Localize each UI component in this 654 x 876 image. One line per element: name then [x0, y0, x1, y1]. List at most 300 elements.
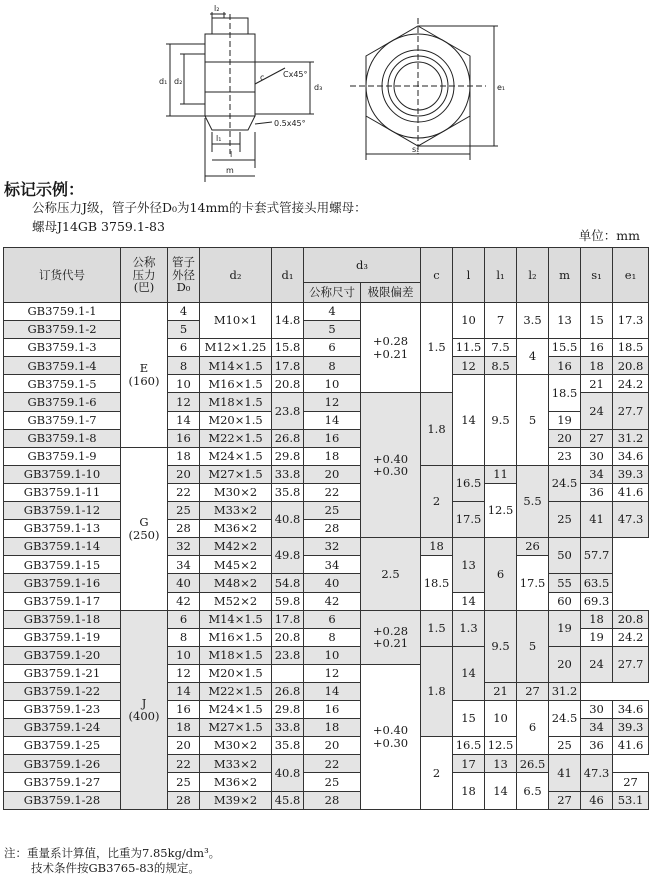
s1-value: 19 — [581, 628, 613, 646]
d1-value: 40.8 — [272, 502, 304, 538]
table-row — [4, 701, 649, 719]
note-technical-conditions: 技术条件按GB3765-83的规定。 — [31, 861, 200, 875]
d3-nominal: 28 — [304, 520, 361, 538]
l1-value: 14 — [453, 592, 485, 610]
d3-nominal: 4 — [304, 303, 361, 321]
e1-value: 34.6 — [613, 447, 649, 465]
label-l: l — [230, 150, 233, 159]
d3-nominal: 14 — [304, 682, 361, 700]
order-code: GB3759.1-10 — [4, 465, 121, 483]
e1-value: 47.3 — [581, 755, 613, 791]
e1-value: 41.6 — [613, 737, 649, 755]
pressure-class-J: J (400) — [121, 610, 168, 809]
d3-nominal: 34 — [304, 556, 361, 574]
m-value: 19 — [549, 411, 581, 429]
order-code: GB3759.1-2 — [4, 321, 121, 339]
d1-value: 59.8 — [272, 592, 304, 610]
order-code: GB3759.1-21 — [4, 664, 121, 682]
m-value: 16 — [549, 357, 581, 375]
m-value: 23 — [549, 447, 581, 465]
d3-nominal: 12 — [304, 664, 361, 682]
l2-value: 5.5 — [517, 465, 549, 537]
c-value: 2 — [421, 737, 453, 809]
order-code: GB3759.1-13 — [4, 520, 121, 538]
label-s1: s₁ — [412, 145, 420, 154]
label-chamfer-05: 0.5x45° — [274, 119, 306, 128]
d2-value: M30×2 — [200, 737, 272, 755]
l2-value: 3.5 — [517, 303, 549, 339]
e1-value: 39.3 — [613, 719, 649, 737]
d2-value: M33×2 — [200, 502, 272, 520]
s1-value: 16 — [581, 339, 613, 357]
d3-nominal: 20 — [304, 465, 361, 483]
d1-value: 54.8 — [272, 574, 304, 592]
table-row — [4, 755, 649, 773]
d3-nominal: 8 — [304, 357, 361, 375]
order-code: GB3759.1-16 — [4, 574, 121, 592]
e1-value: 41.6 — [613, 483, 649, 501]
d1-value: 20.8 — [272, 375, 304, 393]
c-value: 1.8 — [421, 646, 453, 736]
d3-nominal: 16 — [304, 701, 361, 719]
m-value: 15.5 — [549, 339, 581, 357]
d2-value: M36×2 — [200, 520, 272, 538]
pipe-od: 20 — [168, 465, 200, 483]
pipe-od: 14 — [168, 411, 200, 429]
d3-nominal: 18 — [304, 719, 361, 737]
table-row — [4, 646, 649, 664]
header-l2: l₂ — [517, 248, 549, 303]
pipe-od: 12 — [168, 393, 200, 411]
table-row — [4, 682, 649, 700]
e1-value: 57.7 — [581, 538, 613, 574]
header-d2: d₂ — [200, 248, 272, 303]
label-m: m — [226, 166, 234, 175]
d3-nominal: 10 — [304, 646, 361, 664]
d2-value: M36×2 — [200, 773, 272, 791]
l2-value: 4 — [517, 339, 549, 375]
label-e1: e₁ — [497, 83, 506, 92]
header-pressure: 公称 压力 (巴) — [121, 248, 168, 303]
d1-value: 40.8 — [272, 755, 304, 791]
d3-tolerance: +0.40 +0.30 — [361, 664, 421, 809]
l-value: 15 — [453, 701, 485, 737]
table-row — [4, 447, 649, 465]
m-value: 19 — [549, 610, 581, 646]
d1-value: 23.8 — [272, 646, 304, 664]
d1-value: 33.8 — [272, 719, 304, 737]
l1-value: 14 — [485, 773, 517, 809]
d3-nominal: 8 — [304, 628, 361, 646]
s1-value: 18 — [581, 357, 613, 375]
m-value: 20 — [549, 429, 581, 447]
order-code: GB3759.1-6 — [4, 393, 121, 411]
e1-value: 53.1 — [613, 791, 649, 809]
order-code: GB3759.1-17 — [4, 592, 121, 610]
pressure-class-G: G (250) — [121, 447, 168, 610]
pipe-od: 14 — [168, 682, 200, 700]
example-line-2: 螺母J14GB 3759.1-83 — [32, 219, 165, 234]
table-row — [4, 538, 649, 556]
e1-value: 27.7 — [613, 393, 649, 429]
d1-value: 45.8 — [272, 791, 304, 809]
pipe-od: 16 — [168, 429, 200, 447]
pipe-od: 22 — [168, 483, 200, 501]
e1-value: 17.3 — [613, 303, 649, 339]
order-code: GB3759.1-1 — [4, 303, 121, 321]
l1-value: 13 — [485, 755, 517, 773]
order-code: GB3759.1-9 — [4, 447, 121, 465]
s1-value: 34 — [581, 465, 613, 483]
order-code: GB3759.1-5 — [4, 375, 121, 393]
table-row — [4, 574, 649, 592]
order-code: GB3759.1-14 — [4, 538, 121, 556]
header-d3: d₃ — [304, 248, 421, 283]
s1-value: 15 — [581, 303, 613, 339]
l-value: 18 — [421, 538, 453, 556]
d1-value: 29.8 — [272, 701, 304, 719]
l-value: 18.5 — [421, 556, 453, 610]
order-code: GB3759.1-12 — [4, 502, 121, 520]
l1-value: 9.5 — [485, 375, 517, 465]
l-value: 18 — [453, 773, 485, 809]
order-code: GB3759.1-15 — [4, 556, 121, 574]
nut-technical-drawing — [150, 4, 510, 190]
pipe-od: 20 — [168, 737, 200, 755]
order-code: GB3759.1-26 — [4, 755, 121, 773]
d1-value: 33.8 — [272, 465, 304, 483]
d2-value: M48×2 — [200, 574, 272, 592]
l2-value: 6 — [517, 701, 549, 755]
s1-value: 50 — [549, 538, 581, 574]
m-value: 26 — [517, 538, 549, 556]
c-value: 1.8 — [421, 393, 453, 465]
s1-value: 36 — [581, 483, 613, 501]
table-row — [4, 592, 649, 610]
d3-nominal: 32 — [304, 538, 361, 556]
d3-nominal: 25 — [304, 773, 361, 791]
d1-value: 20.8 — [272, 628, 304, 646]
pipe-od: 32 — [168, 538, 200, 556]
pipe-od: 25 — [168, 773, 200, 791]
l-value: 17 — [453, 755, 485, 773]
table-row — [4, 375, 649, 393]
pipe-od: 18 — [168, 447, 200, 465]
footnotes — [4, 846, 220, 876]
l1-value: 12.5 — [485, 737, 517, 755]
d2-value: M14×1.5 — [200, 610, 272, 628]
order-code: GB3759.1-11 — [4, 483, 121, 501]
s1-value: 30 — [581, 701, 613, 719]
order-code: GB3759.1-7 — [4, 411, 121, 429]
s1-value: 60 — [549, 592, 581, 610]
l-value: 14 — [453, 646, 485, 700]
d2-value: M33×2 — [200, 755, 272, 773]
d2-value: M30×2 — [200, 483, 272, 501]
m-value: 18.5 — [549, 375, 581, 411]
table-row — [4, 357, 649, 375]
d2-value: M14×1.5 — [200, 357, 272, 375]
unit-label: 单位：mm — [578, 228, 640, 243]
table-row — [4, 339, 649, 357]
l2-value: 6.5 — [517, 773, 549, 809]
d2-value: M22×1.5 — [200, 429, 272, 447]
e1-value: 18.5 — [613, 339, 649, 357]
pipe-od: 28 — [168, 791, 200, 809]
order-code: GB3759.1-22 — [4, 682, 121, 700]
pipe-od: 10 — [168, 375, 200, 393]
s1-value: 24 — [581, 393, 613, 429]
l1-value: 7.5 — [485, 339, 517, 357]
pipe-od: 10 — [168, 646, 200, 664]
d3-nominal: 12 — [304, 393, 361, 411]
d1-value: 35.8 — [272, 483, 304, 501]
e1-value: 20.8 — [613, 610, 649, 628]
label-d2: d₂ — [174, 77, 183, 86]
pipe-od: 4 — [168, 303, 200, 321]
d2-value: M45×2 — [200, 556, 272, 574]
d2-value: M12×1.25 — [200, 339, 272, 357]
d3-nominal: 10 — [304, 375, 361, 393]
header-e1: e₁ — [613, 248, 649, 303]
pipe-od: 34 — [168, 556, 200, 574]
s1-value: 27 — [581, 429, 613, 447]
d2-value: M27×1.5 — [200, 719, 272, 737]
pipe-od: 28 — [168, 520, 200, 538]
l-value: 16.5 — [453, 465, 485, 501]
m-value: 21 — [485, 682, 517, 700]
s1-value: 30 — [581, 447, 613, 465]
header-d3-tolerance: 极限偏差 — [361, 283, 421, 303]
d2-value: M20×1.5 — [200, 664, 272, 682]
s1-value: 41 — [581, 502, 613, 538]
e1-value: 20.8 — [613, 357, 649, 375]
s1-value: 36 — [581, 737, 613, 755]
l2-value: 5 — [517, 375, 549, 465]
l1-value: 10 — [485, 701, 517, 737]
e1-value: 34.6 — [613, 701, 649, 719]
m-value: 27 — [549, 791, 581, 809]
d2-value: M16×1.5 — [200, 375, 272, 393]
order-code: GB3759.1-8 — [4, 429, 121, 447]
order-code: GB3759.1-27 — [4, 773, 121, 791]
e1-value: 39.3 — [613, 465, 649, 483]
pipe-od: 6 — [168, 339, 200, 357]
pressure-class-E: E (160) — [121, 303, 168, 448]
order-code: GB3759.1-20 — [4, 646, 121, 664]
d3-nominal: 16 — [304, 429, 361, 447]
s1-value: 27 — [517, 682, 549, 700]
c-value: 2 — [421, 465, 453, 537]
header-order-code: 订货代号 — [4, 248, 121, 303]
marking-example-heading: 标记示例： — [4, 180, 85, 199]
s1-value: 24 — [581, 646, 613, 682]
d3-nominal: 20 — [304, 737, 361, 755]
d3-nominal: 22 — [304, 755, 361, 773]
pipe-od: 16 — [168, 701, 200, 719]
label-d3: d₃ — [314, 83, 323, 92]
d2-value: M10×1 — [200, 303, 272, 339]
m-value: 20 — [549, 646, 581, 682]
pipe-od: 18 — [168, 719, 200, 737]
e1-value: 69.3 — [581, 592, 613, 610]
pipe-od: 8 — [168, 628, 200, 646]
order-code: GB3759.1-28 — [4, 791, 121, 809]
d1-value: 23.8 — [272, 393, 304, 429]
table-row — [4, 411, 649, 429]
d3-nominal: 18 — [304, 447, 361, 465]
pipe-od: 8 — [168, 357, 200, 375]
d3-tolerance: +0.28 +0.21 — [361, 303, 421, 393]
order-code: GB3759.1-25 — [4, 737, 121, 755]
l1-value: 13 — [453, 538, 485, 592]
l-value: 12 — [453, 357, 485, 375]
d3-nominal: 40 — [304, 574, 361, 592]
m-value: 25 — [549, 737, 581, 755]
l-value: 14 — [453, 375, 485, 465]
order-code: GB3759.1-24 — [4, 719, 121, 737]
d1-value: 17.8 — [272, 610, 304, 628]
e1-value: 27.7 — [613, 646, 649, 682]
l-value: 1.3 — [453, 610, 485, 646]
d2-value: M20×1.5 — [200, 411, 272, 429]
label-c: c — [260, 73, 265, 82]
s1-value: 55 — [549, 574, 581, 592]
pipe-od: 5 — [168, 321, 200, 339]
header-pipe-od: 管子 外径 D₀ — [168, 248, 200, 303]
order-code: GB3759.1-19 — [4, 628, 121, 646]
order-code: GB3759.1-23 — [4, 701, 121, 719]
header-s1: s₁ — [581, 248, 613, 303]
d2-value: M27×1.5 — [200, 465, 272, 483]
d3-tolerance: +0.40 +0.30 — [361, 393, 421, 538]
label-d1: d₁ — [159, 77, 168, 86]
c-value: 2.5 — [361, 538, 421, 610]
table-row — [4, 737, 649, 755]
d3-nominal: 6 — [304, 610, 361, 628]
table-row — [4, 502, 649, 520]
table-row — [4, 465, 649, 483]
header-d3-nominal: 公称尺寸 — [304, 283, 361, 303]
e1-value: 24.2 — [613, 375, 649, 393]
e1-value: 24.2 — [613, 628, 649, 646]
m-value: 24.5 — [549, 701, 581, 737]
order-code: GB3759.1-18 — [4, 610, 121, 628]
l-value: 11.5 — [453, 339, 485, 357]
label-l1: l₁ — [216, 134, 222, 143]
d3-nominal: 25 — [304, 502, 361, 520]
d1-value: 29.8 — [272, 447, 304, 465]
header-c: c — [421, 248, 453, 303]
d3-tolerance: +0.28 +0.21 — [361, 610, 421, 664]
order-code: GB3759.1-3 — [4, 339, 121, 357]
header-l1: l₁ — [485, 248, 517, 303]
d1-value — [272, 664, 304, 682]
m-value: 13 — [549, 303, 581, 339]
d2-value: M24×1.5 — [200, 701, 272, 719]
s1-value: 34 — [581, 719, 613, 737]
l-value: 16.5 — [453, 737, 485, 755]
example-line-1: 公称压力J级，管子外径D₀为14mm的卡套式管接头用螺母： — [32, 200, 367, 215]
m-value: 25 — [549, 502, 581, 538]
l-value: 10 — [453, 303, 485, 339]
table-row — [4, 429, 649, 447]
header-d1: d₁ — [272, 248, 304, 303]
d3-nominal: 6 — [304, 339, 361, 357]
d1-value: 26.8 — [272, 429, 304, 447]
pipe-od: 42 — [168, 592, 200, 610]
l1-value: 8.5 — [485, 357, 517, 375]
specification-table — [3, 247, 649, 810]
s1-value: 21 — [581, 375, 613, 393]
pipe-od: 22 — [168, 755, 200, 773]
label-chamfer-c: Cx45° — [283, 70, 308, 79]
d2-value: M39×2 — [200, 791, 272, 809]
header-l: l — [453, 248, 485, 303]
m-value: 24.5 — [549, 465, 581, 501]
s1-value: 41 — [549, 755, 581, 791]
m-value: 26.5 — [517, 755, 549, 773]
d2-value: M52×2 — [200, 592, 272, 610]
c-value: 1.5 — [421, 303, 453, 393]
table-row — [4, 303, 649, 321]
s1-value: 46 — [581, 791, 613, 809]
l1-value: 7 — [485, 303, 517, 339]
header-m: m — [549, 248, 581, 303]
note-weight: 注：重量系计算值，比重为7.85kg/dm³。 — [4, 846, 221, 860]
m-value: 27 — [613, 773, 649, 791]
pipe-od: 25 — [168, 502, 200, 520]
table-row — [4, 791, 649, 809]
e1-value: 31.2 — [613, 429, 649, 447]
l-value: 17.5 — [453, 502, 485, 538]
d2-value: M42×2 — [200, 538, 272, 556]
l1-value: 9.5 — [485, 610, 517, 682]
d1-value: 15.8 — [272, 339, 304, 357]
d2-value: M18×1.5 — [200, 393, 272, 411]
l1-value: 11 — [485, 465, 517, 483]
d1-value: 35.8 — [272, 737, 304, 755]
d2-value: M24×1.5 — [200, 447, 272, 465]
pipe-od: 12 — [168, 664, 200, 682]
d1-value: 17.8 — [272, 357, 304, 375]
e1-value: 31.2 — [549, 682, 581, 700]
d2-value: M22×1.5 — [200, 682, 272, 700]
d3-nominal: 14 — [304, 411, 361, 429]
pipe-od: 40 — [168, 574, 200, 592]
l2-value: 6 — [485, 538, 517, 610]
d3-nominal: 28 — [304, 791, 361, 809]
label-l2: l₂ — [214, 4, 220, 13]
e1-value: 63.5 — [581, 574, 613, 592]
d3-nominal: 42 — [304, 592, 361, 610]
pipe-od: 6 — [168, 610, 200, 628]
c-value: 1.5 — [421, 610, 453, 646]
d2-value: M18×1.5 — [200, 646, 272, 664]
e1-value: 47.3 — [613, 502, 649, 538]
m-value: 17.5 — [517, 556, 549, 610]
d1-value: 49.8 — [272, 538, 304, 574]
s1-value: 18 — [581, 610, 613, 628]
d3-nominal: 22 — [304, 483, 361, 501]
d1-value: 14.8 — [272, 303, 304, 339]
d3-nominal: 5 — [304, 321, 361, 339]
table-row — [4, 610, 649, 628]
l1-value: 12.5 — [485, 483, 517, 537]
d2-value: M16×1.5 — [200, 628, 272, 646]
d1-value: 26.8 — [272, 682, 304, 700]
l2-value: 5 — [517, 610, 549, 682]
